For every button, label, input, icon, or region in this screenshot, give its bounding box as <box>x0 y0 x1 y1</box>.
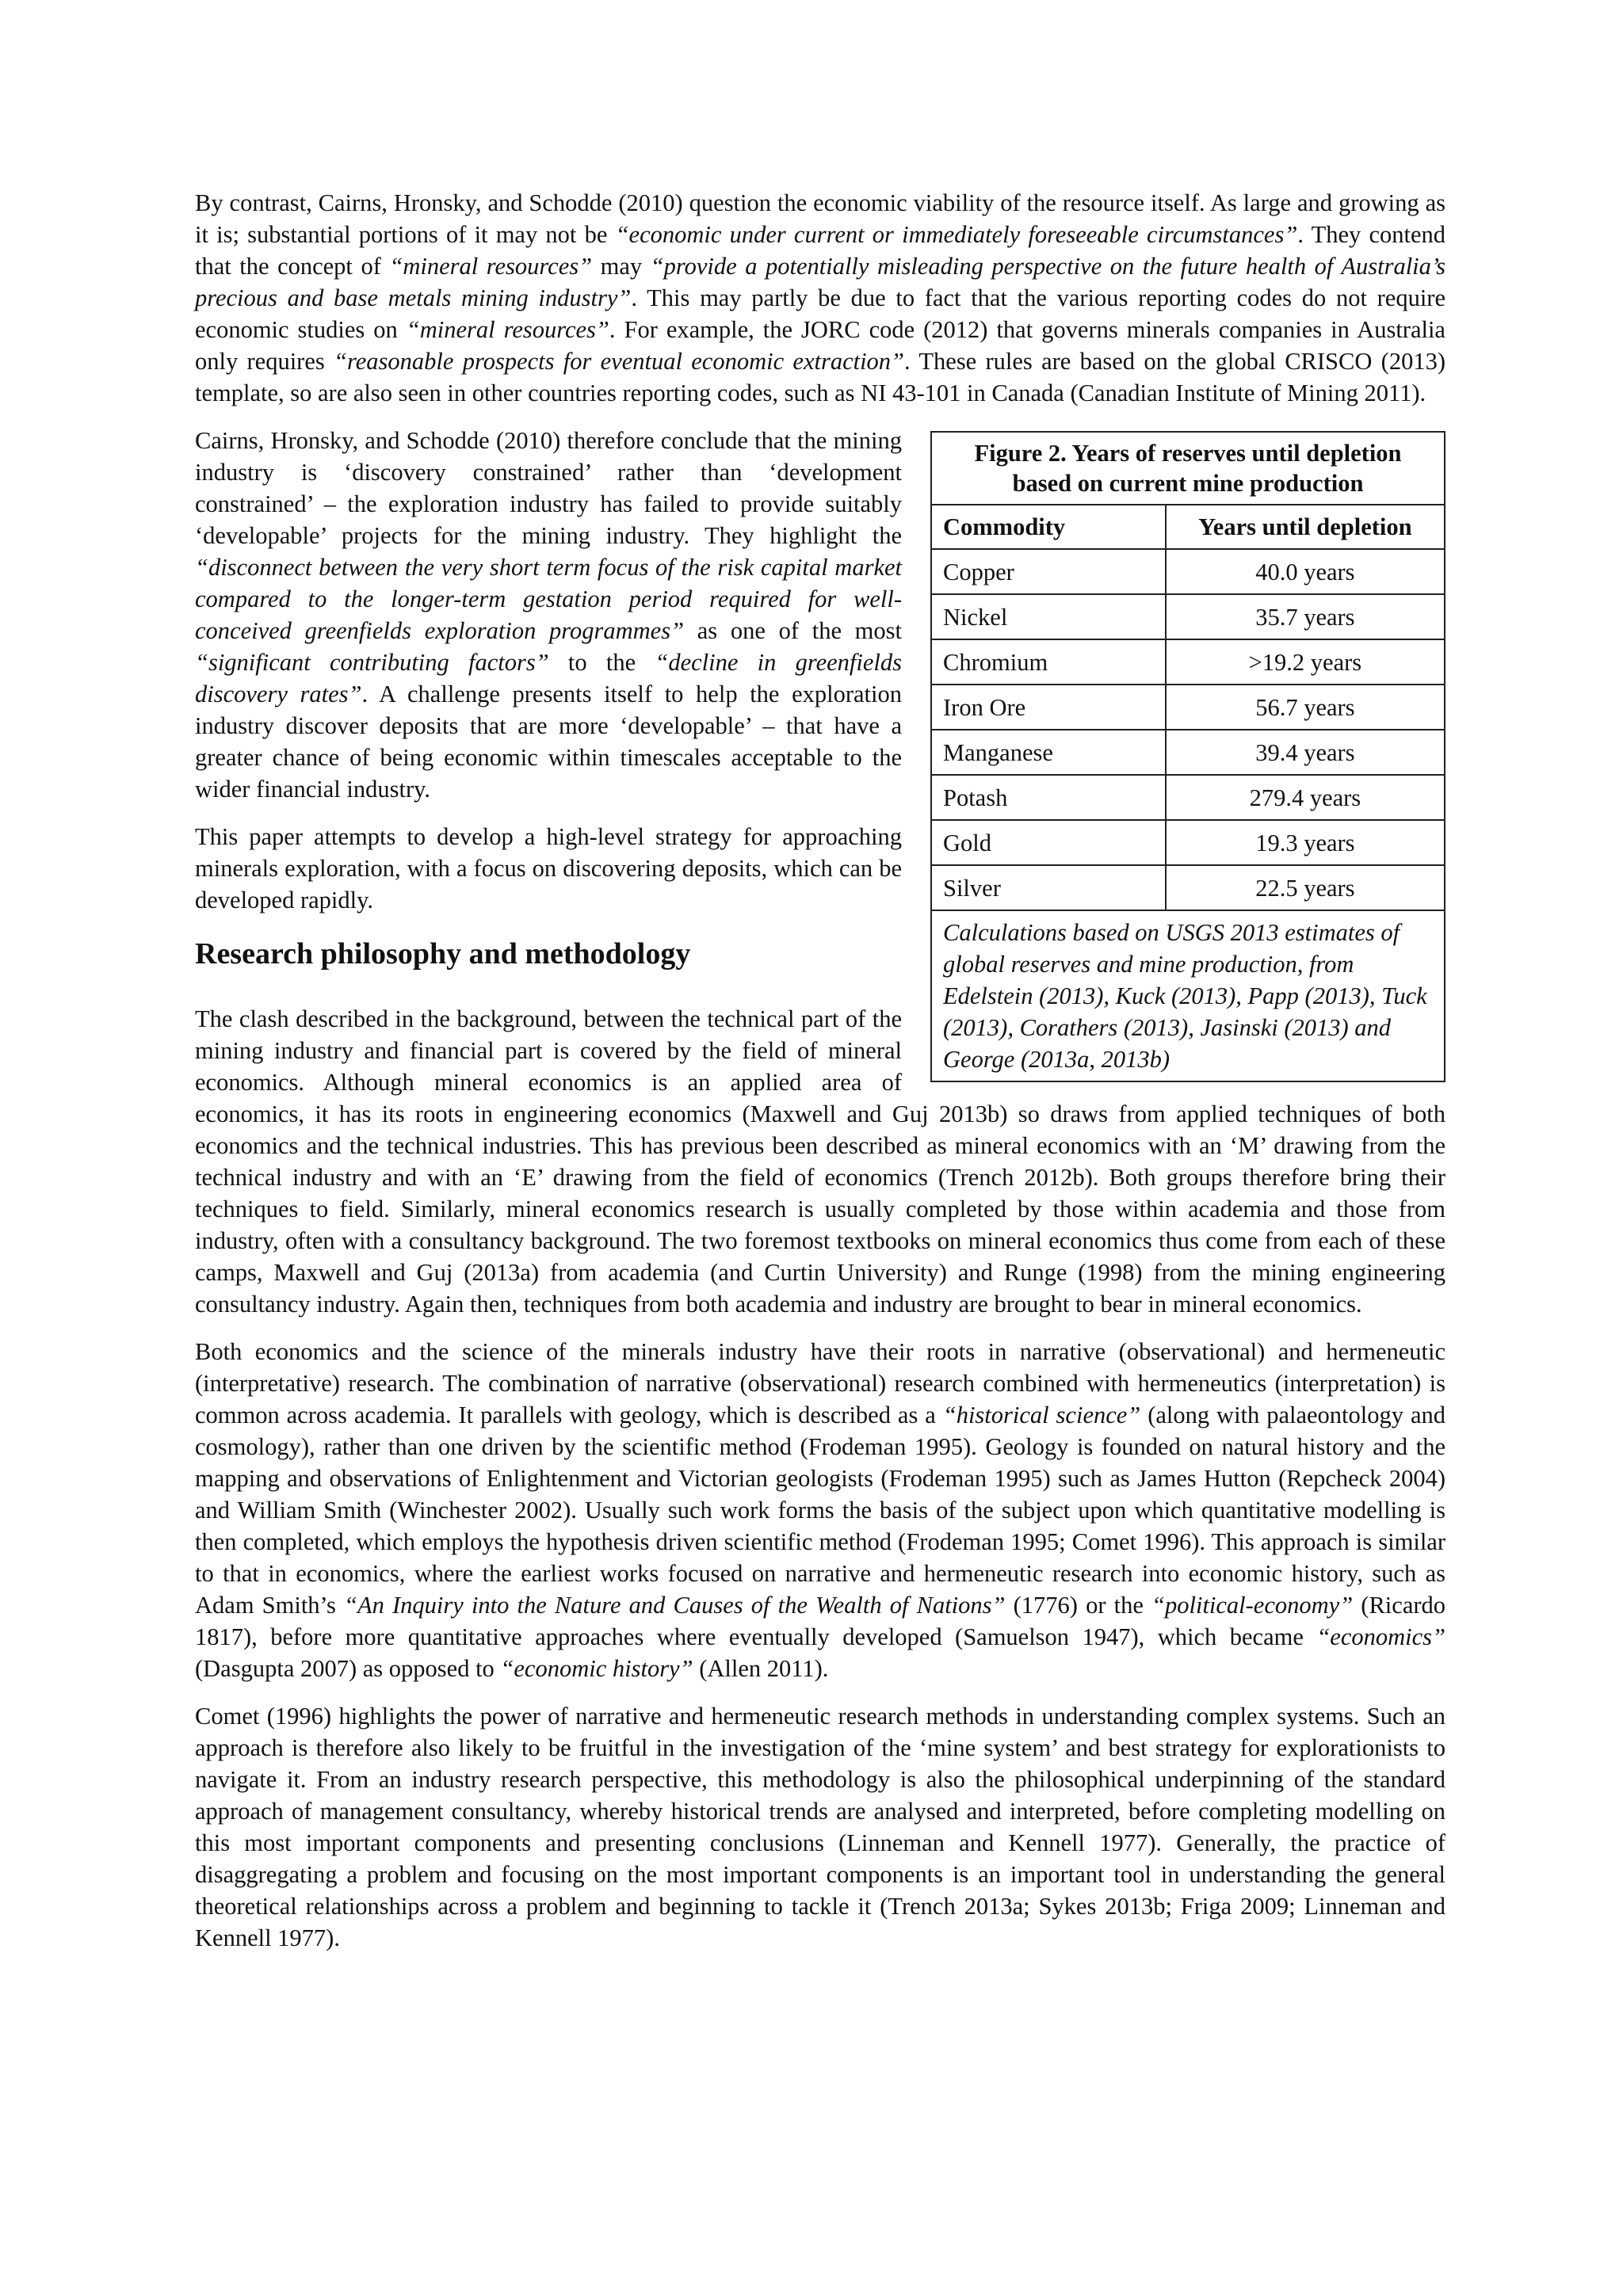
column-header-years: Years until depletion <box>1166 505 1445 549</box>
table-row <box>931 820 1445 865</box>
table-row <box>931 730 1445 775</box>
commodity-cell: Nickel <box>931 594 1166 639</box>
figure-note: Calculations based on USGS 2013 estimates of global reserves and mine production, from Edelstein (2013), Kuck (2013), Papp (2013), Tuck (2013), Corathers (2013), Jasinski (2013) and George (2013a, 2013b) <box>931 910 1445 1081</box>
commodity-cell: Chromium <box>931 639 1166 685</box>
paragraph-4: The clash described in the background, between the technical part of the mining industry and financial part is covered by the field of mineral economics. Although mineral economics is an applied area of economics, it has its roots in engineering economics (Maxwell and Guj 2013b) so draws from applied techniques of both economics and the technical industries. This has previous been described as mineral economics with an ‘M’ drawing from the technical industry and with an ‘E’ drawing from the field of economics (Trench 2012b). Both groups therefore bring their techniques to field. Similarly, mineral economics research is usually completed by those within academia and those from industry, often with a consultancy background. The two foremost textbooks on mineral economics thus come from each of these camps, Maxwell and Guj (2013a) from academia (and Curtin University) and Runge (1998) from the mining engineering consultancy industry. Again then, techniques from both academia and industry are brought to bear in mineral economics. <box>195 1005 1445 1318</box>
commodity-cell: Potash <box>931 775 1166 820</box>
figure-title: Figure 2. Years of reserves until depletion based on current mine production <box>931 432 1445 505</box>
paragraph-6: Comet (1996) highlights the power of narrative and hermeneutic research methods in understanding complex systems. Such an approach is therefore also likely to be fruitful in the investigation of the ‘mine system’ and best strategy for explorationists to navigate it. From an industry research perspective, this methodology is also the philosophical underpinning of the standard approach of management consultancy, whereby historical trends are analysed and interpreted, before completing modelling on this most important components and presenting conclusions (Linneman and Kennell 1977). Generally, the practice of disaggregating a problem and focusing on the most important components is an important tool in understanding the general theoretical relationships across a problem and beginning to tackle it (Trench 2013a; Sykes 2013b; Friga 2009; Linneman and Kennell 1977). <box>195 1703 1445 1951</box>
document-page <box>195 187 1445 1970</box>
table-row <box>931 865 1445 910</box>
table-row <box>931 775 1445 820</box>
figure-2-table <box>930 431 1445 1082</box>
years-cell: >19.2 years <box>1166 639 1445 685</box>
table-row <box>931 685 1445 730</box>
years-cell: 22.5 years <box>1166 865 1445 910</box>
table-row <box>931 639 1445 685</box>
table-row <box>931 549 1445 594</box>
commodity-cell: Manganese <box>931 730 1166 775</box>
years-cell: 39.4 years <box>1166 730 1445 775</box>
table-row <box>931 594 1445 639</box>
column-header-commodity: Commodity <box>931 505 1166 549</box>
section-heading: Research philosophy and methodology <box>195 937 691 971</box>
years-cell: 279.4 years <box>1166 775 1445 820</box>
years-cell: 40.0 years <box>1166 549 1445 594</box>
paragraph-1: By contrast, Cairns, Hronsky, and Schodde (2010) question the economic viability of the resource itself. As large and growing as it is; substantial portions of it may not be “economic under current or immediately foreseeable circumstances”. They contend that the concept of “mineral resources” may “provide a potentially misleading perspective on the future health of Australia’s precious and base metals mining industry”. This may partly be due to fact that the various reporting codes do not require economic studies on “mineral resources”. For example, the JORC code (2012) that governs minerals companies in Australia only requires “reasonable prospects for eventual economic extraction”. These rules are based on the global CRISCO (2013) template, so are also seen in other countries reporting codes, such as NI 43-101 in Canada (Canadian Institute of Mining 2011). <box>195 189 1445 406</box>
commodity-cell: Copper <box>931 549 1166 594</box>
years-cell: 56.7 years <box>1166 685 1445 730</box>
paragraph-2: Cairns, Hronsky, and Schodde (2010) therefore conclude that the mining industry is ‘discovery constrained’ rather than ‘development constrained’ – the exploration industry has failed to provide suitably ‘developable’ projects for the mining industry. They highlight the “disconnect between the very short term focus of the risk capital market compared to the longer-term gestation period required for well-conceived greenfields exploration programmes” as one of the most “significant contributing factors” to the “decline in greenfields discovery rates”. A challenge presents itself to help the exploration industry discover deposits that are more ‘developable’ – that have a greater chance of being economic within timescales acceptable to the wider financial industry. <box>195 427 902 803</box>
commodity-cell: Gold <box>931 820 1166 865</box>
commodity-cell: Silver <box>931 865 1166 910</box>
years-cell: 19.3 years <box>1166 820 1445 865</box>
paragraph-3: This paper attempts to develop a high-level strategy for approaching minerals exploration, with a focus on discovering deposits, which can be developed rapidly. <box>195 823 902 913</box>
paragraph-5: Both economics and the science of the minerals industry have their roots in narrative (observational) and hermeneutic (interpretative) research. The combination of narrative (observational) research combined with hermeneutics (interpretation) is common across academia. It parallels with geology, which is described as a “historical science” (along with palaeontology and cosmology), rather than one driven by the scientific method (Frodeman 1995). Geology is founded on natural history and the mapping and observations of Enlightenment and Victorian geologists (Frodeman 1995) such as James Hutton (Repcheck 2004) and William Smith (Winchester 2002). Usually such work forms the basis of the subject upon which quantitative modelling is then completed, which employs the hypothesis driven scientific method (Frodeman 1995; Comet 1996). This approach is similar to that in economics, where the earliest works focused on narrative and hermeneutic research into economic history, such as Adam Smith’s “An Inquiry into the Nature and Causes of the Wealth of Nations” (1776) or the “political-economy” (Ricardo 1817), before more quantitative approaches where eventually developed (Samuelson 1947), which became “economics” (Dasgupta 2007) as opposed to “economic history” (Allen 2011). <box>195 1338 1446 1682</box>
years-cell: 35.7 years <box>1166 594 1445 639</box>
commodity-cell: Iron Ore <box>931 685 1166 730</box>
